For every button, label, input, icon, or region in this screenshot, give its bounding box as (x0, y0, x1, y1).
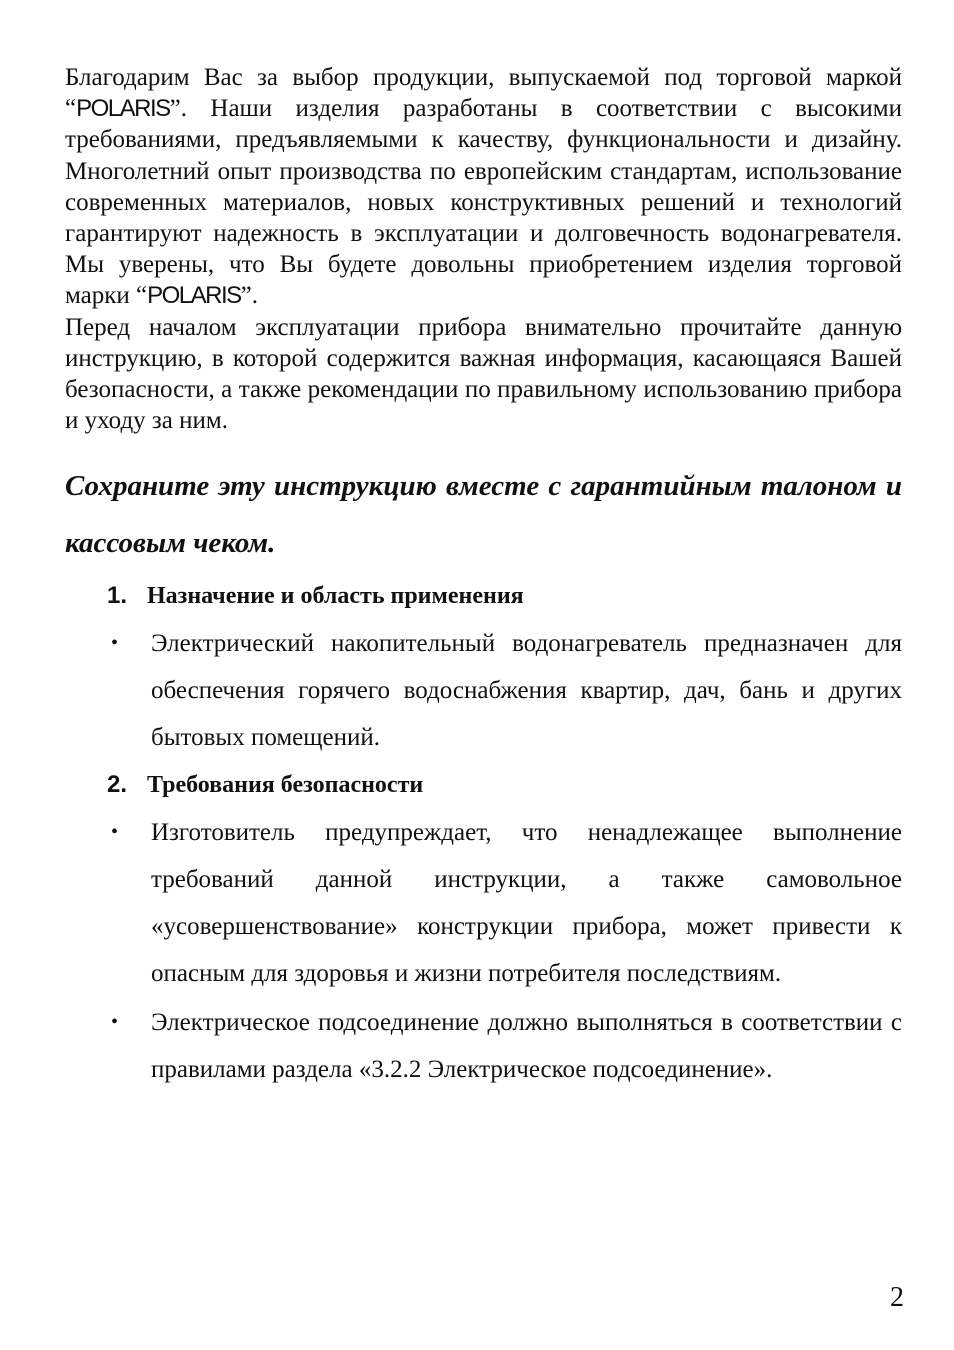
keep-instructions-notice: Сохраните эту инструкцию вместе с гарантийным талоном и кассовым чеком. (65, 470, 902, 560)
list-item (65, 999, 902, 1093)
purpose-list (65, 620, 902, 761)
list-item (65, 809, 902, 997)
list-item (65, 620, 902, 761)
page-number: 2 (890, 1282, 904, 1313)
section-heading-purpose (107, 572, 902, 620)
bullet-icon: • (111, 821, 119, 844)
list-item-text: Электрический накопительный водонагреватель предназначен для обеспечения горячего водоснабжения квартир, дач, бань и других бытовых помещений. (151, 630, 902, 752)
intro-text-part: ”. Наши изделия разработаны в соответствии с высокими требованиями, предъявляемыми к качеству, функциональности и дизайну. Многолетний опыт производства по европейским стандартам, использование современных материалов, новых конструктивных решений и технологий гарантируют надежность в эксплуатации и долговечность водонагревателя. Мы уверены, что Вы будете довольны приобретением изделия торговой марки “ (65, 95, 902, 310)
intro-paragraph-1 (65, 62, 902, 312)
section-title: Назначение и область применения (147, 583, 524, 610)
brand-name: POLARIS (147, 282, 241, 310)
bullet-icon: • (111, 632, 119, 655)
section-number: 2. (107, 771, 128, 799)
list-item-text: Электрическое подсоединение должно выполняться в соответствии с правилами раздела «3.2.2 Электрическое подсоединение». (151, 1009, 902, 1084)
intro-paragraph-2: Перед началом эксплуатации прибора внимательно прочитайте данную инструкцию, в которой содержится важная информация, касающаяся Вашей безопасности, а также рекомендации по правильному использованию прибора и уходу за ним. (65, 313, 902, 435)
intro-text (65, 62, 902, 436)
section-number: 1. (107, 582, 128, 610)
section-title: Требования безопасности (147, 772, 424, 799)
intro-text-part: ”. (240, 282, 259, 310)
list-item-text: Изготовитель предупреждает, что ненадлежащее выполнение требований данной инструкции, а также самовольное «усовершенствование» конструкции прибора, может привести к опасным для здоровья и жизни потребителя последствиям. (151, 819, 902, 988)
safety-list (65, 809, 902, 1093)
intro-text-part: Благодарим Вас за выбор продукции, выпускаемой под торговой маркой “ (65, 64, 902, 123)
bullet-icon: • (111, 1011, 119, 1034)
section-heading-safety (107, 761, 902, 809)
brand-name: POLARIS (76, 95, 170, 123)
page-content (65, 62, 902, 1093)
